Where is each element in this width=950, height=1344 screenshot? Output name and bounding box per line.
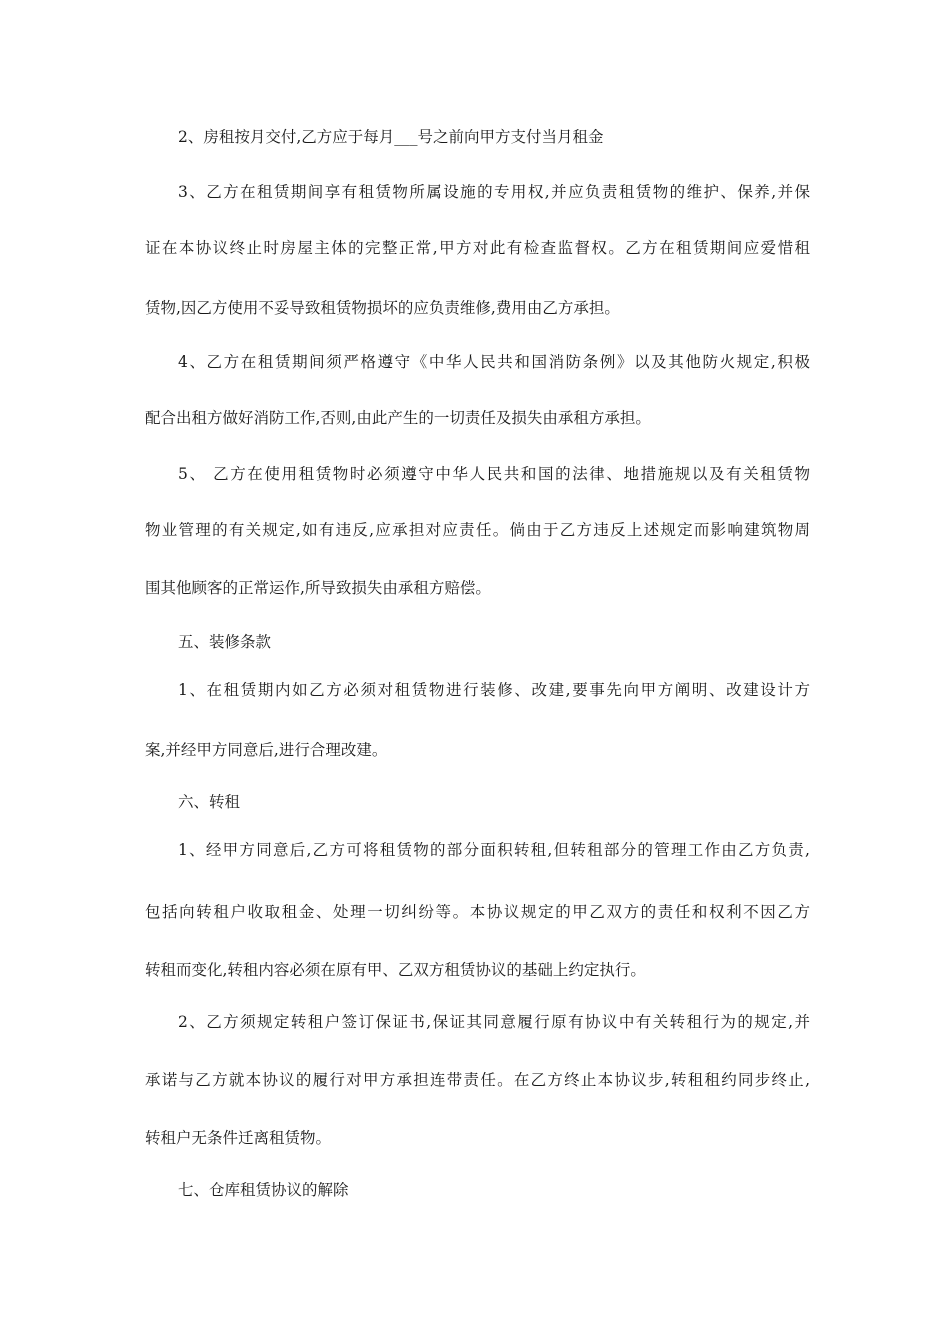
paragraph-rent-payment-line: 2、房租按月交付,乙方应于每月___号之前向甲方支付当月租金 xyxy=(178,128,604,146)
sublease-clause-1-line-3: 转租而变化,转租内容必须在原有甲、乙双方租赁协议的基础上约定执行。 xyxy=(145,961,646,979)
decoration-clause-line-1: 1、在租赁期内如乙方必须对租赁物进行装修、改建,要事先向甲方阐明、改建设计方 xyxy=(178,681,810,699)
sublease-clause-1-line-2: 包括向转租户收取租金、处理一切纠纷等。本协议规定的甲乙双方的责任和权利不因乙方 xyxy=(145,903,810,921)
section-heading-decoration: 五、装修条款 xyxy=(178,633,272,651)
paragraph-5-line-2: 物业管理的有关规定,如有违反,应承担对应责任。倘由于乙方违反上述规定而影响建筑物周 xyxy=(145,521,810,539)
section-heading-sublease: 六、转租 xyxy=(178,793,241,811)
section-heading-termination: 七、仓库租赁协议的解除 xyxy=(178,1181,349,1199)
sublease-clause-2-line-2: 承诺与乙方就本协议的履行对甲方承担连带责任。在乙方终止本协议步,转租租约同步终止, xyxy=(145,1071,810,1089)
paragraph-4-line-1: 4、乙方在租赁期间须严格遵守《中华人民共和国消防条例》以及其他防火规定,积极 xyxy=(178,353,810,371)
paragraph-4-line-2: 配合出租方做好消防工作,否则,由此产生的一切责任及损失由承租方承担。 xyxy=(145,409,651,427)
sublease-clause-1-line-1: 1、经甲方同意后,乙方可将租赁物的部分面积转租,但转租部分的管理工作由乙方负责, xyxy=(178,841,810,859)
decoration-clause-line-2: 案,并经甲方同意后,进行合理改建。 xyxy=(145,741,388,759)
paragraph-3-line-1: 3、乙方在租赁期间享有租赁物所属设施的专用权,并应负责租赁物的维护、保养,并保 xyxy=(178,183,810,201)
paragraph-3-line-3: 赁物,因乙方使用不妥导致租赁物损坏的应负责维修,费用由乙方承担。 xyxy=(145,299,620,317)
paragraph-5-line-3: 围其他顾客的正常运作,所导致损失由承租方赔偿。 xyxy=(145,579,491,597)
sublease-clause-2-line-1: 2、乙方须规定转租户签订保证书,保证其同意履行原有协议中有关转租行为的规定,并 xyxy=(178,1013,810,1031)
sublease-clause-2-line-3: 转租户无条件迁离租赁物。 xyxy=(145,1129,332,1147)
paragraph-3-line-2: 证在本协议终止时房屋主体的完整正常,甲方对此有检查监督权。乙方在租赁期间应爱惜租 xyxy=(145,239,810,257)
paragraph-5-line-1: 5、 乙方在使用租赁物时必须遵守中华人民共和国的法律、地措施规以及有关租赁物 xyxy=(178,465,810,483)
